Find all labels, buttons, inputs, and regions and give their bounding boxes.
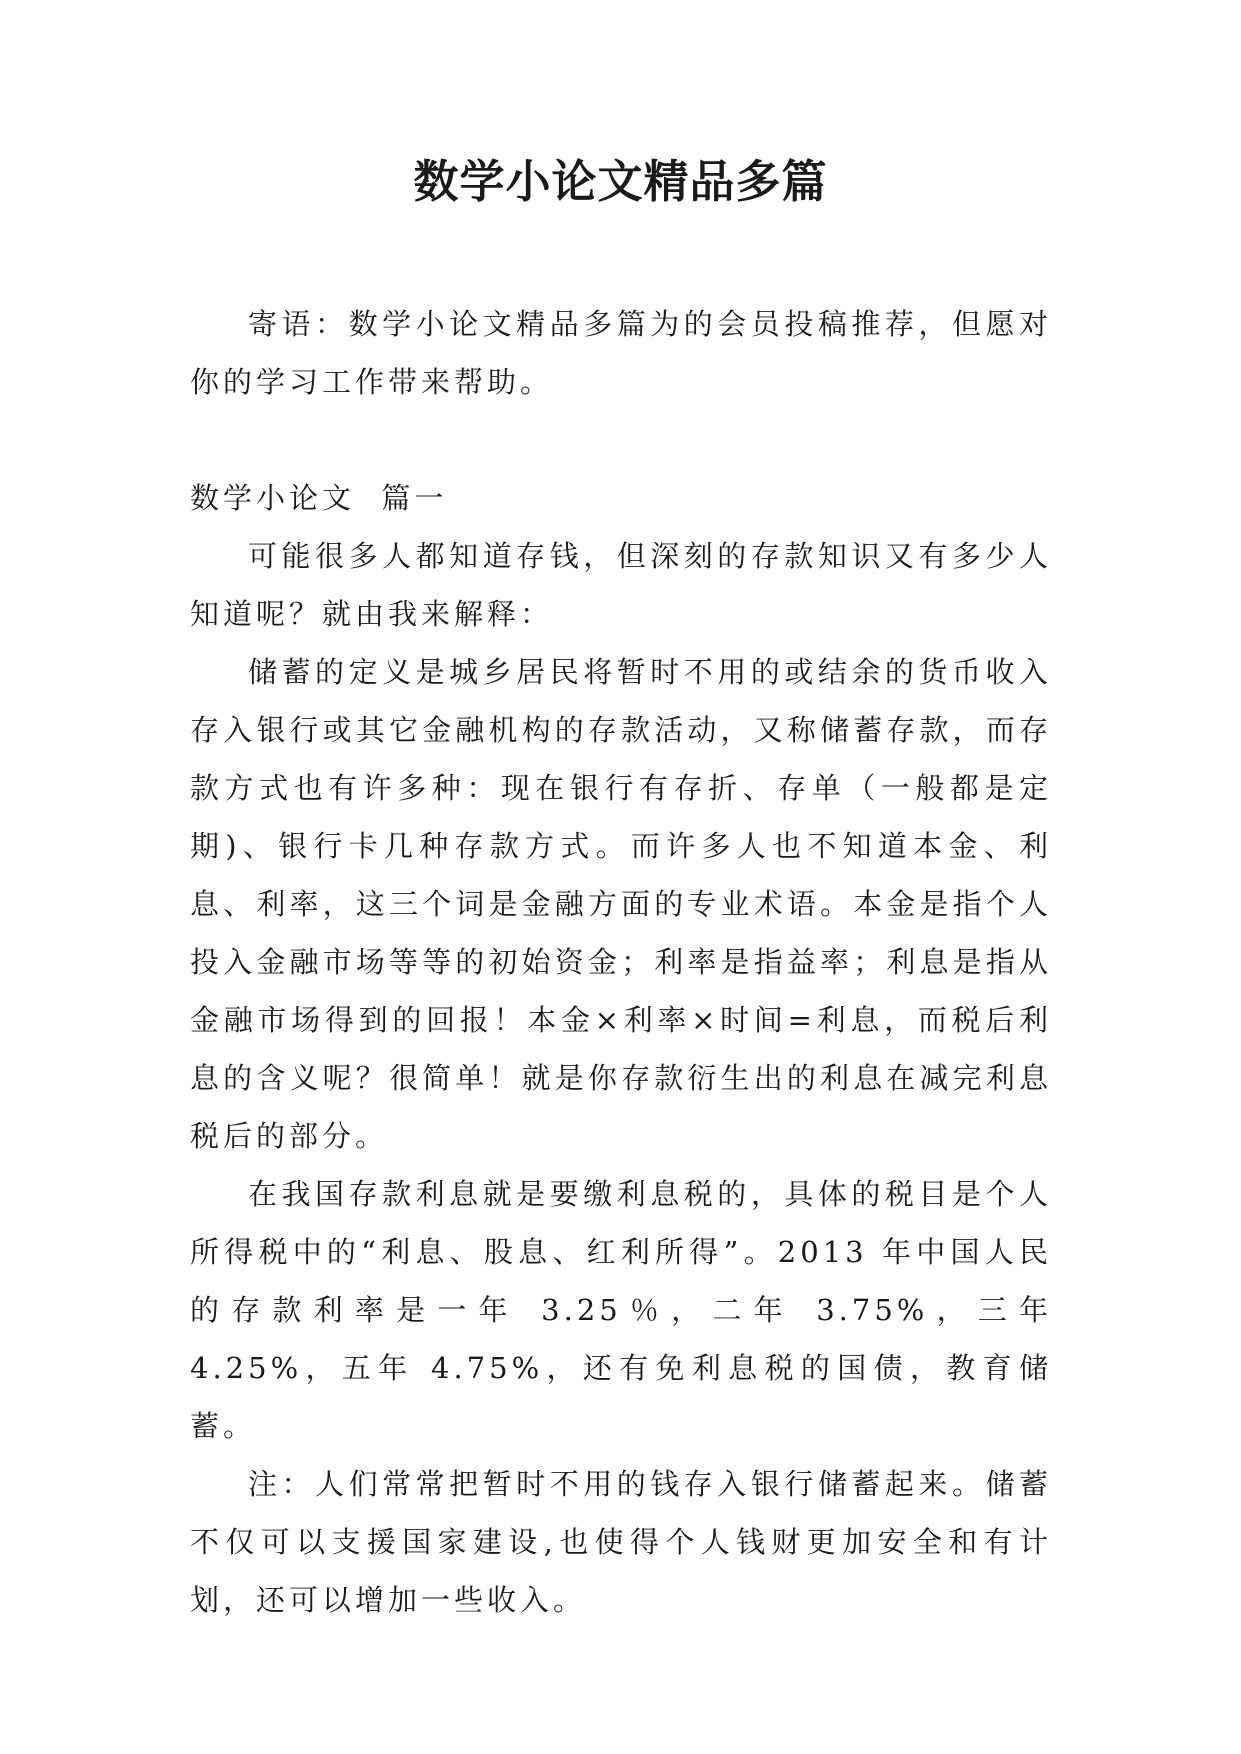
- body-paragraph: 注：人们常常把暂时不用的钱存入银行储蓄起来。储蓄不仅可以支援国家建设,也使得个人钱财更加安全和有计划，还可以增加一些收入。: [190, 1467, 1052, 1617]
- body-paragraph: 可能很多人都知道存钱，但深刻的存款知识又有多少人知道呢？就由我来解释：: [190, 539, 1052, 631]
- body-paragraph: 在我国存款利息就是要缴利息税的，具体的税目是个人所得税中的“利息、股息、红利所得”。2013 年中国人民的存款利率是一年 3.25％，二年 3.75%，三年 4.25%，五年 4.75%，还有免利息税的国债，教育储蓄。: [190, 1177, 1052, 1443]
- body-paragraph: 储蓄的定义是城乡居民将暂时不用的或结余的货币收入存入银行或其它金融机构的存款活动，又称储蓄存款，而存款方式也有许多种：现在银行有存折、存单（一般都是定期)、银行卡几种存款方式。而许多人也不知道本金、利息、利率，这三个词是金融方面的专业术语。本金是指个人投入金融市场等等的初始资金；利率是指益率；利息是指从金融市场得到的回报！本金×利率×时间=利息，而税后利息的含义呢？很简单！就是你存款衍生出的利息在减完利息税后的部分。: [190, 655, 1052, 1153]
- paragraph-spacer: [190, 411, 1052, 469]
- document-title: 数学小论文精品多篇: [413, 155, 828, 208]
- document-body: [190, 295, 1052, 1629]
- section-heading: 数学小论文 篇一: [190, 481, 448, 515]
- intro-paragraph: 寄语：数学小论文精品多篇为的会员投稿推荐，但愿对你的学习工作带来帮助。: [190, 307, 1052, 399]
